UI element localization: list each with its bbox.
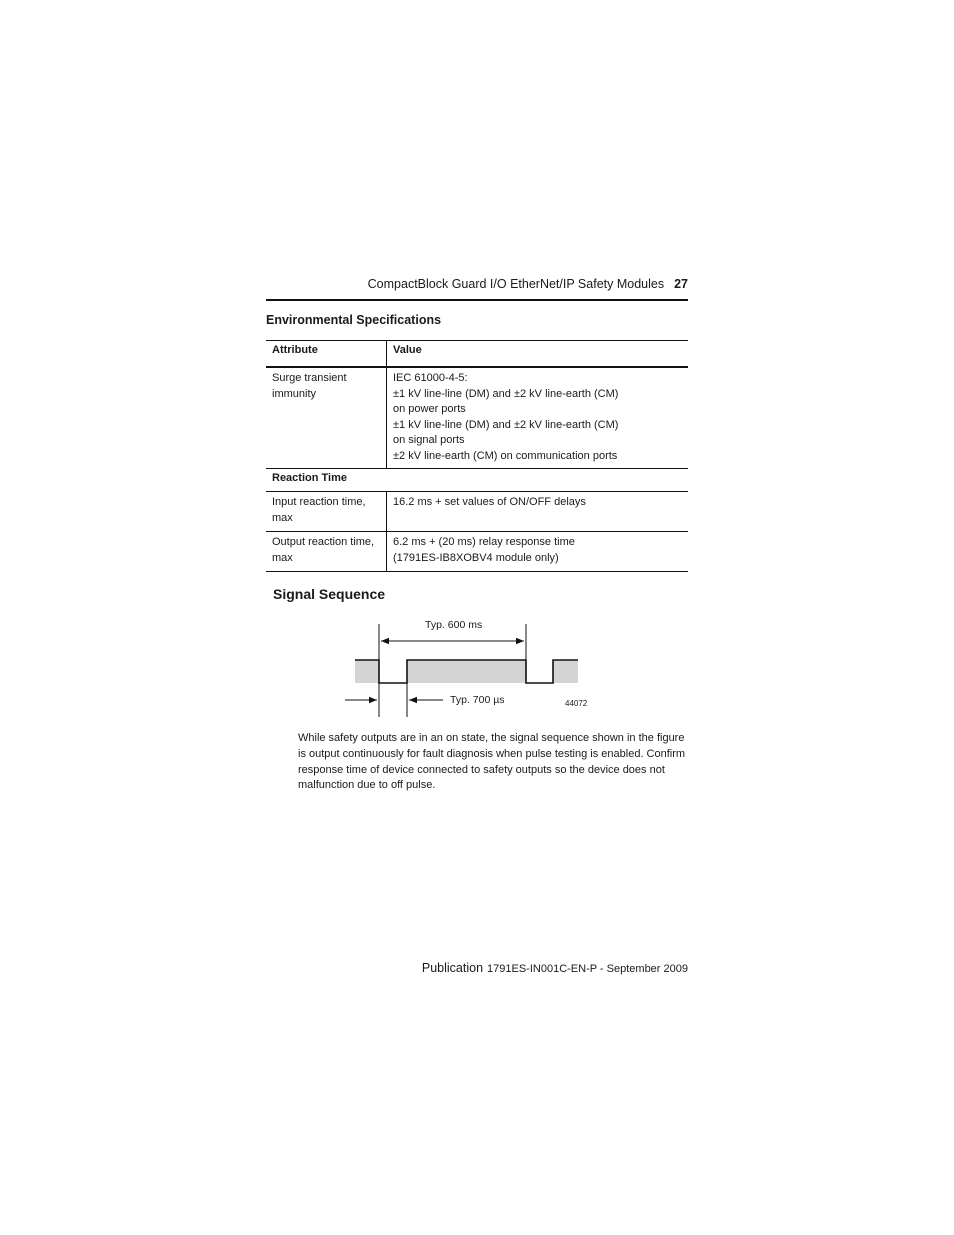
cell-line: ±1 kV line-line (DM) and ±2 kV line-earth (CM) bbox=[393, 418, 619, 431]
table-title: Environmental Specifications bbox=[266, 313, 442, 327]
cell-line: 16.2 ms + set values of ON/OFF delays bbox=[393, 496, 586, 508]
cell-line: IEC 61000-4-5: bbox=[393, 372, 468, 384]
publication-number: 1791ES-IN001C-EN-P - September 2009 bbox=[487, 963, 688, 975]
table-row bbox=[266, 367, 688, 469]
cell-line: max bbox=[272, 551, 293, 564]
table-row bbox=[266, 492, 688, 532]
header-rule bbox=[266, 299, 688, 301]
figure-id: 44072 bbox=[565, 699, 588, 708]
signal-high-region bbox=[407, 660, 526, 683]
footer-label: Publication bbox=[421, 961, 484, 975]
value-cell bbox=[387, 367, 689, 469]
running-header bbox=[266, 276, 688, 292]
table-header-row bbox=[266, 341, 688, 368]
value-cell bbox=[387, 532, 689, 572]
cell-line: on signal ports bbox=[393, 434, 465, 447]
cell-line: 6.2 ms + (20 ms) relay response time bbox=[393, 536, 575, 548]
pulse-label: Typ. 700 µs bbox=[450, 694, 505, 706]
signal-sequence-diagram bbox=[340, 615, 588, 720]
signal-high-region bbox=[355, 660, 379, 683]
cell-line: (1791ES-IB8XOBV4 module only) bbox=[393, 551, 559, 564]
cell-line: max bbox=[272, 511, 293, 524]
cell-line: on power ports bbox=[393, 403, 466, 416]
signal-sequence-paragraph: While safety outputs are in an on state, the signal sequence shown in the figure is output continuously for fault diagnosis when pulse testing is enabled. Confirm response time of device connected to safety outputs so the device does not malfunction due to off pulse. bbox=[298, 732, 686, 792]
period-label: Typ. 600 ms bbox=[425, 619, 483, 631]
attribute-cell bbox=[266, 367, 387, 469]
table-row bbox=[266, 532, 688, 572]
page-number: 27 bbox=[674, 277, 688, 291]
column-header-attribute: Attribute bbox=[266, 341, 387, 368]
column-header-value: Value bbox=[387, 341, 689, 368]
cell-line: Input reaction time, bbox=[272, 496, 366, 508]
section-label: Reaction Time bbox=[266, 469, 688, 492]
cell-line: ±2 kV line-earth (CM) on communication ports bbox=[393, 449, 618, 462]
footer bbox=[266, 961, 688, 975]
section-title-signal-sequence: Signal Sequence bbox=[273, 586, 386, 602]
environmental-specifications-table bbox=[266, 340, 688, 572]
cell-line: ±1 kV line-line (DM) and ±2 kV line-earth (CM) bbox=[393, 387, 619, 400]
table-section-row bbox=[266, 469, 688, 492]
signal-high-region bbox=[553, 660, 578, 683]
cell-line: Surge transient bbox=[272, 372, 347, 384]
cell-line: Output reaction time, bbox=[272, 536, 375, 548]
cell-line: immunity bbox=[272, 387, 317, 400]
value-cell bbox=[387, 492, 689, 532]
attribute-cell bbox=[266, 492, 387, 532]
header-title: CompactBlock Guard I/O EtherNet/IP Safety Modules bbox=[367, 277, 665, 291]
attribute-cell bbox=[266, 532, 387, 572]
